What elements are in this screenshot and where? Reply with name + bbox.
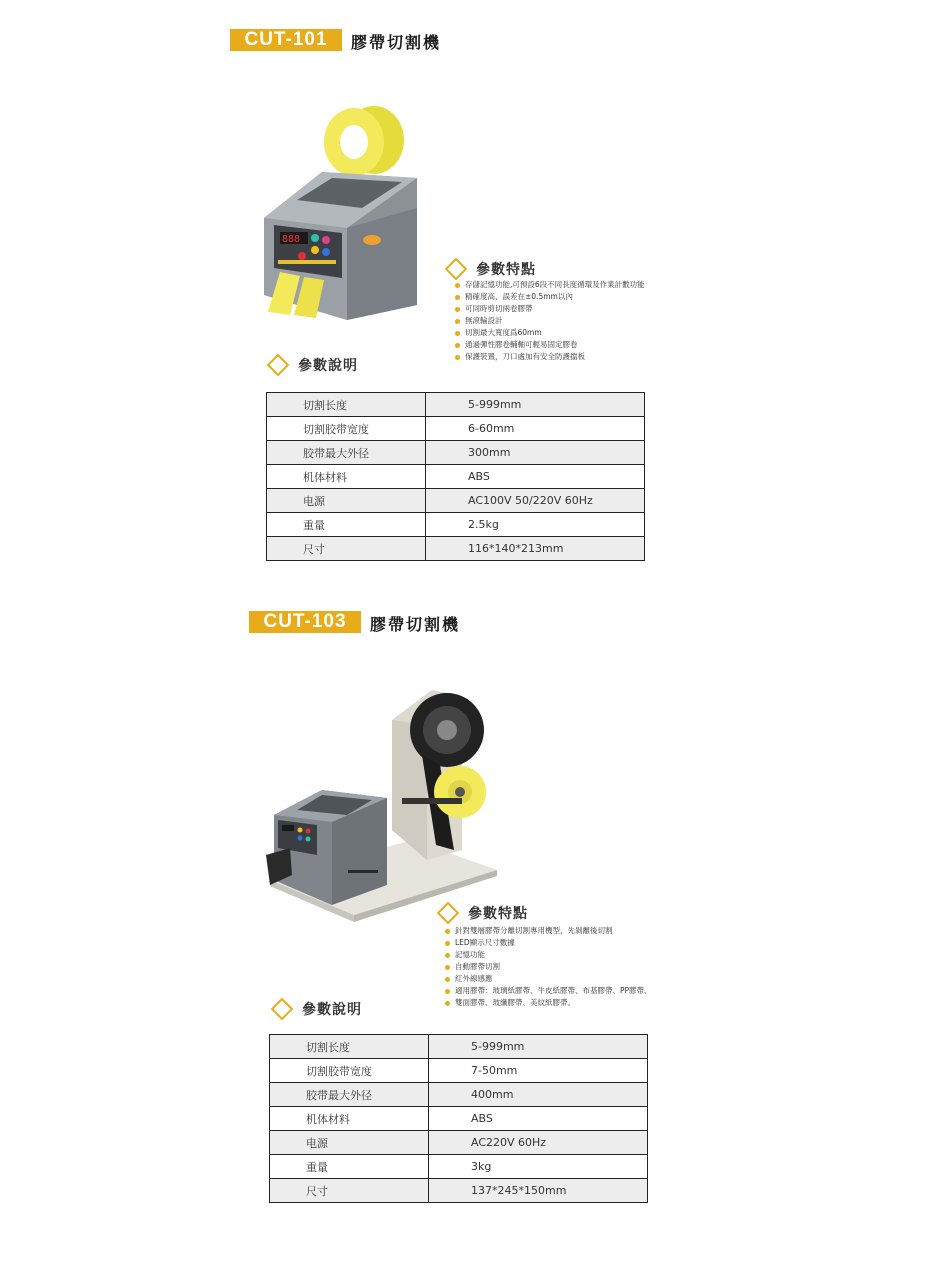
- list-item: 針對雙層膠帶分離切割專用機型，先剝離後切割: [445, 925, 652, 937]
- product-title: 膠帶切割機: [351, 33, 442, 52]
- spec-key: 胶带最大外径: [270, 1083, 429, 1107]
- list-item: 精確度高，誤差在±0.5mm以內: [455, 291, 645, 303]
- specs-heading-label: 參數說明: [298, 358, 358, 374]
- spec-value: 2.5kg: [426, 513, 645, 537]
- table-row: [267, 513, 645, 537]
- spec-value: 3kg: [429, 1155, 648, 1179]
- spec-value: ABS: [429, 1107, 648, 1131]
- table-row: [270, 1179, 648, 1203]
- spec-value: 400mm: [429, 1083, 648, 1107]
- spec-value: 137*245*150mm: [429, 1179, 648, 1203]
- spec-value: ABS: [426, 465, 645, 489]
- specs-heading-label: 參數說明: [302, 1002, 362, 1018]
- list-item: 可同時剪切兩卷膠帶: [455, 303, 645, 315]
- spec-key: 尺寸: [270, 1179, 429, 1203]
- product-section-cut-103: [0, 600, 931, 1275]
- spec-key: 重量: [270, 1155, 429, 1179]
- table-row: [267, 465, 645, 489]
- spec-key: 尺寸: [267, 537, 426, 561]
- model-badge: CUT-103: [249, 611, 361, 633]
- diamond-icon: [445, 258, 468, 281]
- product-photo-cut-103: [262, 680, 502, 930]
- table-row: [270, 1035, 648, 1059]
- table-row: [267, 441, 645, 465]
- list-item: 切割最大寬度爲60mm: [455, 327, 645, 339]
- list-item: 保護裝置，刀口處加有安全防護擋板: [455, 351, 645, 363]
- table-row: [270, 1059, 648, 1083]
- features-heading-label: 參數特點: [476, 262, 536, 278]
- spec-key: 电源: [270, 1131, 429, 1155]
- spec-value: AC220V 60Hz: [429, 1131, 648, 1155]
- features-heading: [448, 259, 536, 279]
- table-row: [270, 1155, 648, 1179]
- table-row: [267, 489, 645, 513]
- list-item: 適用膠帶：玻璃紙膠帶、牛皮紙膠帶、布基膠帶、PP膠帶、: [445, 985, 652, 997]
- specs-heading: [274, 999, 362, 1019]
- model-badge: CUT-101: [230, 29, 342, 51]
- list-item: 雙面膠帶、玻纖膠帶、美紋紙膠帶。: [445, 997, 652, 1009]
- list-item: 記憶功能: [445, 949, 652, 961]
- diamond-icon: [271, 998, 294, 1021]
- spec-value: 116*140*213mm: [426, 537, 645, 561]
- feature-list: [445, 925, 652, 1009]
- spec-key: 机体材料: [267, 465, 426, 489]
- spec-table: [266, 392, 645, 561]
- spec-value: 6-60mm: [426, 417, 645, 441]
- table-row: [270, 1107, 648, 1131]
- spec-key: 机体材料: [270, 1107, 429, 1131]
- list-item: 紅外線感應: [445, 973, 652, 985]
- feature-list: [455, 279, 645, 363]
- spec-key: 胶带最大外径: [267, 441, 426, 465]
- spec-value: 5-999mm: [426, 393, 645, 417]
- spec-key: 切割胶带宽度: [270, 1059, 429, 1083]
- specs-heading: [270, 355, 358, 375]
- table-row: [270, 1083, 648, 1107]
- spec-table: [269, 1034, 648, 1203]
- features-heading: [440, 903, 528, 923]
- product-title: 膠帶切割機: [370, 615, 461, 634]
- spec-key: 切割长度: [270, 1035, 429, 1059]
- spec-value: AC100V 50/220V 60Hz: [426, 489, 645, 513]
- features-heading-label: 參數特點: [468, 906, 528, 922]
- table-row: [267, 417, 645, 441]
- spec-key: 切割长度: [267, 393, 426, 417]
- led-display: 888: [282, 234, 301, 245]
- spec-key: 重量: [267, 513, 426, 537]
- spec-value: 5-999mm: [429, 1035, 648, 1059]
- table-row: [267, 393, 645, 417]
- product-section-cut-101: [0, 0, 931, 600]
- table-row: [270, 1131, 648, 1155]
- list-item: 自動膠帶切割: [445, 961, 652, 973]
- spec-value: 300mm: [426, 441, 645, 465]
- diamond-icon: [437, 902, 460, 925]
- spec-value: 7-50mm: [429, 1059, 648, 1083]
- list-item: 存儲記憶功能,可預設6段不同長度循環及作業計數功能: [455, 279, 645, 291]
- spec-key: 电源: [267, 489, 426, 513]
- spec-key: 切割胶带宽度: [267, 417, 426, 441]
- diamond-icon: [267, 354, 290, 377]
- list-item: 通過彈性膠卷輔軸可輕易固定膠卷: [455, 339, 645, 351]
- list-item: 無滾輪設計: [455, 315, 645, 327]
- product-photo-cut-101: [252, 100, 432, 330]
- table-row: [267, 537, 645, 561]
- list-item: LED顯示尺寸數據: [445, 937, 652, 949]
